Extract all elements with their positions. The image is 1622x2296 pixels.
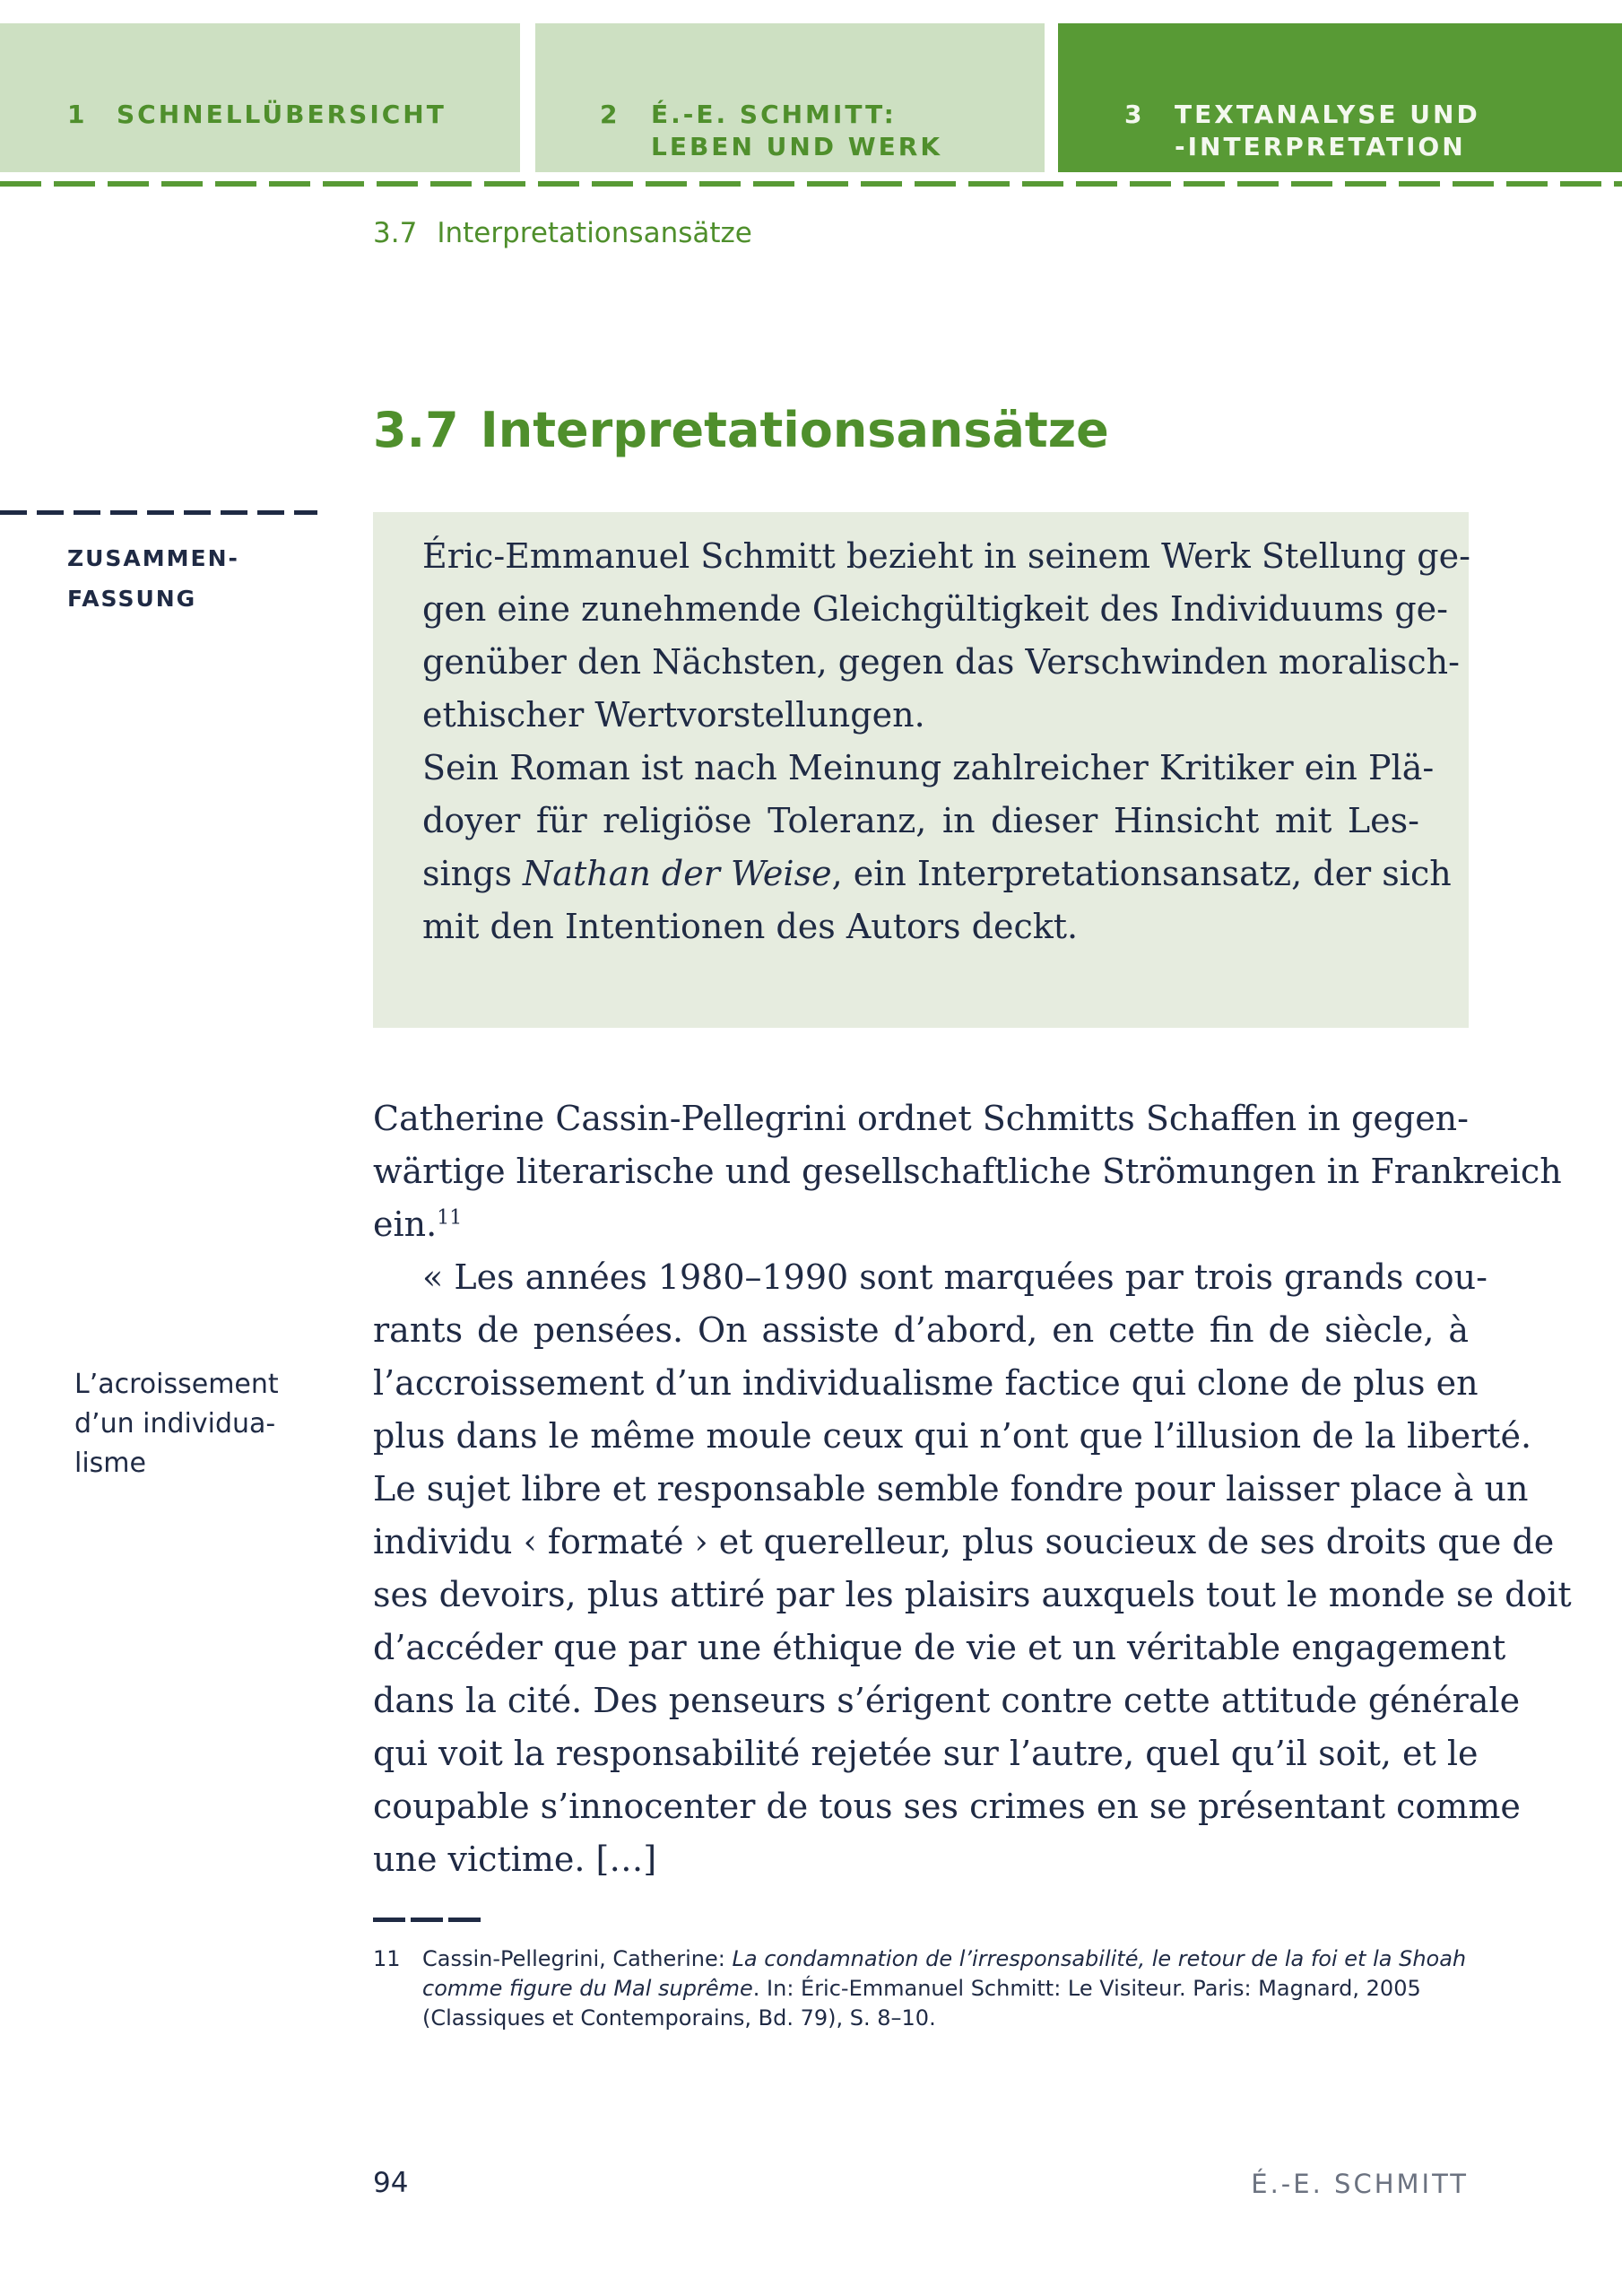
text: , ein Interpretationsansatz, der sich xyxy=(831,854,1452,893)
quote-line: qui voit la responsabilité rejetée sur l’autre, quel qu’il soit, et le xyxy=(373,1734,1479,1773)
footnote-author: Cassin-Pellegrini, Catherine: xyxy=(422,1946,733,1971)
quote-line: une victime. […] xyxy=(373,1839,657,1879)
work-title: Nathan der Weise xyxy=(523,854,832,893)
header-divider xyxy=(0,181,1622,187)
quote-line: ses devoirs, plus attiré par les plaisirs auxquels tout le monde se doit xyxy=(373,1575,1572,1614)
margin-note xyxy=(74,1365,279,1483)
tab-number: 3 xyxy=(1124,100,1145,129)
quote-line: dans la cité. Des penseurs s’érigent contre cette attitude générale xyxy=(373,1681,1521,1720)
quote-line: Le sujet libre et responsable semble fondre pour laisser place à un xyxy=(373,1469,1529,1509)
margin-note-line: L’acroissement xyxy=(74,1369,279,1400)
tab-number: 1 xyxy=(67,100,88,129)
summary-line: Sein Roman ist nach Meinung zahlreicher Kritiker ein Plä- xyxy=(422,748,1435,787)
page-number: 94 xyxy=(373,2167,409,2199)
text: ein. xyxy=(373,1205,438,1244)
summary-box xyxy=(373,512,1469,1028)
tab-label: TEXTANALYSE UND -INTERPRETATION xyxy=(1175,100,1480,161)
tab-leben-und-werk[interactable] xyxy=(535,23,1045,172)
footnote-ref[interactable]: 11 xyxy=(437,1206,463,1230)
summary-line xyxy=(422,848,1452,900)
quote-line: rants de pensées. On assiste d’abord, en cette fin de siècle, à xyxy=(373,1310,1469,1350)
running-header-number: 3.7 xyxy=(373,217,418,249)
summary-line: doyer für religiöse Toleranz, in dieser Hinsicht mit Les- xyxy=(422,801,1419,840)
running-header xyxy=(373,217,772,249)
text: sings xyxy=(422,854,524,893)
quote-line: d’accéder que par une éthique de vie et un véritable engagement xyxy=(373,1628,1506,1667)
footer-author: É.-E. SCHMITT xyxy=(1251,2169,1469,2199)
heading-title: Interpretationsansätze xyxy=(480,402,1109,458)
quote-line: « Les années 1980–1990 sont marquées par trois grands cou- xyxy=(422,1257,1488,1297)
body-line: Catherine Cassin-Pellegrini ordnet Schmitts Schaffen in gegen- xyxy=(373,1099,1469,1138)
body-line xyxy=(373,1198,1469,1251)
summary-line: ethischer Wertvorstellungen. xyxy=(422,695,925,735)
sidebar-divider xyxy=(0,510,317,515)
tab-label: SCHNELLÜBERSICHT xyxy=(117,100,447,129)
quote-line: individu ‹ formaté › et querelleur, plus soucieux de ses droits que de xyxy=(373,1522,1555,1561)
footnote-title: La condamnation de l’irresponsabilité, le retour de la foi et la Shoah comme figure du Mal suprême xyxy=(422,1946,1467,2001)
summary-line: gen eine zunehmende Gleichgültigkeit des Individuums ge- xyxy=(422,589,1449,629)
summary-line: Éric-Emmanuel Schmitt bezieht in seinem Werk Stellung ge- xyxy=(422,536,1470,576)
tab-textanalyse[interactable] xyxy=(1058,23,1622,172)
body-line: wärtige literarische und gesellschaftliche Strömungen in Frankreich xyxy=(373,1152,1562,1191)
side-label-line: ZUSAMMEN- xyxy=(67,545,239,571)
tab-schnelluebersicht[interactable] xyxy=(0,23,520,172)
tab-number: 2 xyxy=(600,100,620,129)
tab-label: É.-E. SCHMITT: LEBEN UND WERK xyxy=(651,100,943,161)
summary-line: genüber den Nächsten, gegen das Verschwinden moralisch- xyxy=(422,642,1460,682)
footnote-number: 11 xyxy=(373,1946,401,1971)
running-header-title: Interpretationsansätze xyxy=(437,217,752,249)
summary-line: mit den Intentionen des Autors deckt. xyxy=(422,907,1079,946)
footnote-divider xyxy=(373,1918,481,1922)
body-text xyxy=(373,1092,1572,1886)
footnote-rest: . In: Éric-Emmanuel Schmitt: Le Visiteur. Paris: Magnard, 2005 (Classiques et Contemporains, Bd. 79), S. 8–10. xyxy=(422,1976,1421,2031)
margin-note-line: lisme xyxy=(74,1448,146,1479)
section-heading xyxy=(373,402,1109,458)
summary-side-label xyxy=(67,538,239,619)
side-label-line: FASSUNG xyxy=(67,586,197,612)
quote-line: coupable s’innocenter de tous ses crimes en se présentant comme xyxy=(373,1787,1521,1826)
margin-note-line: d’un individua- xyxy=(74,1408,276,1439)
quote-line: plus dans le même moule ceux qui n’ont que l’illusion de la liberté. xyxy=(373,1416,1532,1456)
heading-number: 3.7 xyxy=(373,402,459,458)
quote-line: l’accroissement d’un individualisme factice qui clone de plus en xyxy=(373,1363,1479,1403)
